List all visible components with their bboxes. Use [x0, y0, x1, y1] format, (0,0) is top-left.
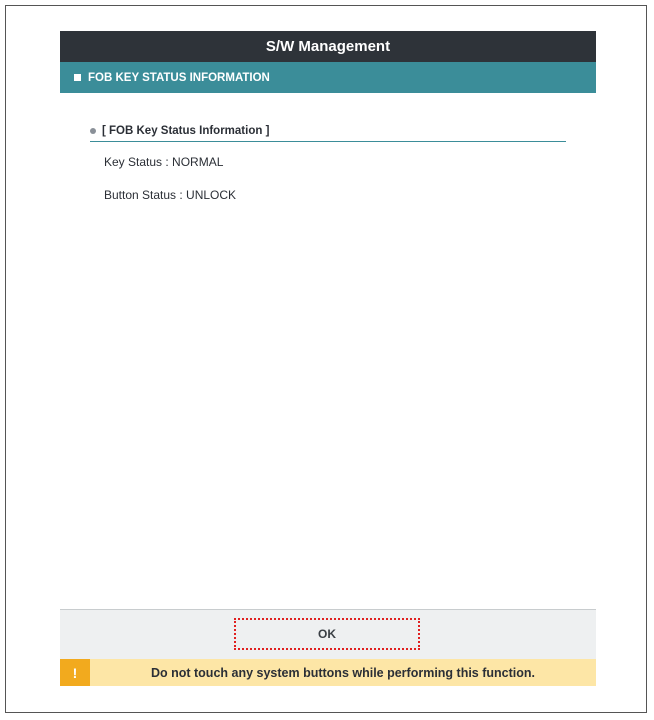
info-title [90, 121, 566, 142]
window-title-bar [60, 31, 596, 62]
info-title-label: [ FOB Key Status Information ] [102, 125, 270, 137]
section-header [60, 62, 596, 93]
section-header-label: FOB KEY STATUS INFORMATION [88, 71, 270, 84]
square-bullet-icon [74, 74, 81, 81]
key-status-text: Key Status : NORMAL [104, 155, 224, 169]
ok-button[interactable]: OK [234, 618, 420, 650]
warning-text: Do not touch any system buttons while performing this function. [150, 665, 536, 680]
content-area [60, 93, 596, 609]
app-screen [60, 31, 596, 686]
button-status-text: Button Status : UNLOCK [104, 188, 237, 202]
footer-bar [60, 609, 596, 659]
window-title: S/W Management [265, 38, 391, 55]
bullet-dot-icon [90, 128, 96, 134]
warning-exclamation-icon: ! [60, 659, 90, 686]
warning-bar [60, 659, 596, 686]
